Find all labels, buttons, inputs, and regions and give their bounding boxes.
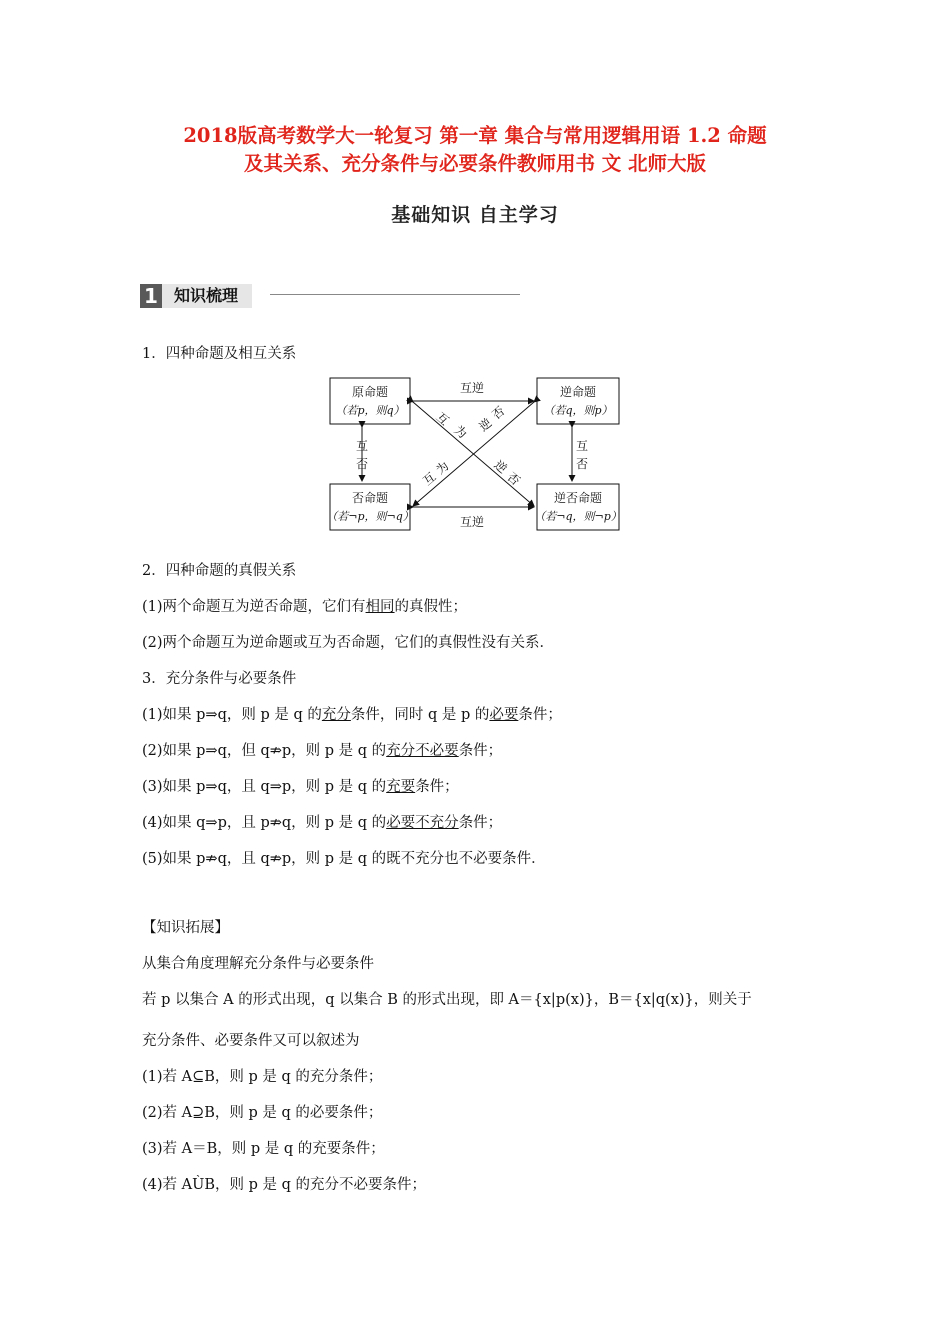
section-label: 知识梳理 <box>162 284 252 308</box>
extension-paragraph-1: 若 p 以集合 A 的形式出现，q 以集合 B 的形式出现，即 A＝{x|p(x)}，B＝{x|q(x)}，则关于 <box>142 992 752 1008</box>
condition-4-a: (4)如果 q⇒p，且 p⇏q，则 p 是 q 的 <box>142 815 387 831</box>
title-line-1: 2018版高考数学大一轮复习 第一章 集合与常用逻辑用语 1.2 命题 <box>183 124 767 147</box>
diag-b-4: 否 <box>489 403 508 423</box>
condition-item-3 <box>142 777 459 797</box>
truth-item-2: (2)两个命题互为逆命题或互为否命题，它们的真假性没有关系． <box>142 635 555 651</box>
box-converse-name: 逆命题 <box>559 385 597 399</box>
label-top: 互逆 <box>459 381 485 395</box>
condition-1-b: 条件，同时 q 是 p 的 <box>350 707 490 723</box>
condition-4-answer: 必要不充分 <box>386 815 459 831</box>
truth-item-1-pre: (1)两个命题互为逆否命题，它们有 <box>142 599 366 615</box>
condition-1-a: (1)如果 p⇒q，则 p 是 q 的 <box>142 707 322 723</box>
extension-subtitle: 从集合角度理解充分条件与必要条件 <box>142 956 374 972</box>
condition-3-a: (3)如果 p⇒q，且 q⇒p，则 p 是 q 的 <box>142 779 387 795</box>
label-bottom: 互逆 <box>459 515 485 529</box>
box-original-name: 原命题 <box>351 385 389 399</box>
condition-1-answer-2: 必要 <box>489 707 519 723</box>
propositions-diagram <box>320 370 630 540</box>
box-converse-cond: （若q，则p） <box>543 404 613 417</box>
extension-item-1: (1)若 A⊆B，则 p 是 q 的充分条件； <box>142 1069 383 1085</box>
extension-paragraph-2: 充分条件、必要条件又可以叙述为 <box>142 1033 360 1049</box>
condition-item-5: (5)如果 p⇏q，且 q⇏p，则 p 是 q 的既不充分也不必要条件． <box>142 851 546 867</box>
truth-item-1 <box>142 597 467 617</box>
label-right-2: 否 <box>575 457 589 471</box>
condition-2-a: (2)如果 p⇒q，但 q⇏p，则 p 是 q 的 <box>142 743 387 759</box>
diag-b-1: 互 <box>420 469 439 489</box>
condition-2-answer: 充分不必要 <box>386 743 459 759</box>
condition-item-1 <box>142 705 562 725</box>
label-left-2: 否 <box>355 457 369 471</box>
extension-title: 【知识拓展】 <box>142 920 229 936</box>
extension-item-3: (3)若 A＝B，则 p 是 q 的充要条件； <box>142 1141 385 1157</box>
truth-item-1-post: 的真假性； <box>394 599 468 615</box>
diag-a-3: 逆 <box>491 457 510 477</box>
heading-four-propositions: 1．四种命题及相互关系 <box>142 346 297 362</box>
condition-3-b: 条件； <box>415 779 459 795</box>
diag-a-2: 为 <box>451 422 470 442</box>
heading-conditions: 3．充分条件与必要条件 <box>142 671 297 687</box>
box-inverse-name: 否命题 <box>351 491 389 505</box>
box-inverse-cond: （若¬p，则¬q） <box>326 510 414 523</box>
extension-item-4: (4)若 AÙB，则 p 是 q 的充分不必要条件； <box>142 1177 426 1193</box>
label-left-1: 互 <box>355 439 369 453</box>
section-number: 1 <box>140 284 162 308</box>
condition-1-answer-1: 充分 <box>321 707 351 723</box>
condition-2-b: 条件； <box>458 743 503 759</box>
box-contrapositive-cond: （若¬q，则¬p） <box>534 510 622 523</box>
diag-b-2: 为 <box>433 458 452 478</box>
section-subtitle: 基础知识 自主学习 <box>391 204 559 226</box>
condition-4-b: 条件； <box>458 815 503 831</box>
diag-b-3: 逆 <box>476 415 495 435</box>
label-right-1: 互 <box>575 439 589 453</box>
condition-3-answer: 充要 <box>386 779 416 795</box>
condition-1-c: 条件； <box>518 707 562 723</box>
condition-item-4 <box>142 813 502 833</box>
diag-a-1: 互 <box>433 409 452 429</box>
box-contrapositive-name: 逆否命题 <box>553 491 603 505</box>
truth-item-1-answer: 相同 <box>365 599 395 615</box>
heading-truth-relations: 2．四种命题的真假关系 <box>142 563 297 579</box>
extension-item-2: (2)若 A⊇B，则 p 是 q 的必要条件； <box>142 1105 383 1121</box>
condition-item-2 <box>142 741 502 761</box>
diag-a-4: 否 <box>504 469 523 489</box>
document-title <box>0 122 950 178</box>
section-rule <box>270 294 520 295</box>
box-original-cond: （若p，则q） <box>335 404 405 417</box>
title-line-2: 及其关系、充分条件与必要条件教师用书 文 北师大版 <box>243 152 707 175</box>
